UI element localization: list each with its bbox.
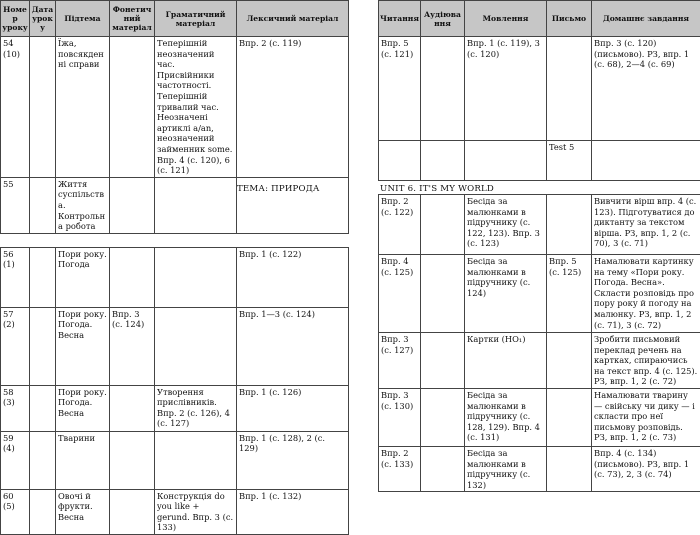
reading-cell	[379, 141, 421, 181]
table-row	[1, 37, 349, 178]
grammar-cell	[155, 307, 237, 385]
phonetic-cell	[110, 247, 155, 307]
grammar-cell	[155, 247, 237, 307]
reading-cell: Впр. 2 (с. 133)	[379, 446, 421, 491]
speaking-cell: Бесіда за малюнками в підручнику (с. 128, 129). Впр. 4 (с. 131)	[465, 388, 547, 446]
lesson-date-cell	[30, 37, 56, 178]
speaking-cell: Бесіда за малюнками в підручнику (с. 124)	[465, 255, 547, 333]
reading-cell: Впр. 5 (с. 121)	[379, 37, 421, 141]
table-row	[379, 37, 700, 141]
lesson-number-cell: 55	[1, 177, 30, 233]
lesson-number-cell: 56 (1)	[1, 247, 30, 307]
speaking-cell: Бесіда за малюнками в підручнику (с. 122, 123). Впр. 3 (с. 123)	[465, 195, 547, 255]
header-lesson-number: Номер уроку	[1, 1, 30, 37]
reading-cell: Впр. 3 (с. 130)	[379, 388, 421, 446]
homework-cell: Намалювати картинку на тему «Пори року. Погода. Весна». Скласти розповідь про пору року й погоду на малюнку. РЗ, впр. 1, 2 (с. 71), 3 (с. 72)	[592, 255, 700, 333]
listening-cell	[421, 255, 465, 333]
lesson-date-cell	[30, 307, 56, 385]
table-row	[1, 385, 349, 431]
theme-title-left: ТЕМА: ПРИРОДА	[237, 184, 320, 194]
table-row	[379, 333, 700, 389]
writing-cell	[547, 195, 592, 255]
lesson-plan-right-table	[378, 0, 700, 492]
theme-separator-row	[1, 233, 349, 247]
header-grammar: Граматичний матеріал	[155, 1, 237, 37]
theme-separator-cell	[1, 233, 349, 247]
writing-cell	[547, 388, 592, 446]
homework-cell: Зробити письмовий переклад речень на картках, спираючись на текст впр. 4 (с. 125). РЗ, впр. 1, 2 (с. 72)	[592, 333, 700, 389]
header-subtopic: Підтема	[56, 1, 110, 37]
speaking-cell: Бесіда за малюнками в підручнику (с. 132)	[465, 446, 547, 491]
homework-cell: Намалювати тварину — свійську чи дику — і скласти про неї письмову розповідь. РЗ, впр. 1, 2 (с. 73)	[592, 388, 700, 446]
speaking-cell: Впр. 1 (с. 119), 3 (с. 120)	[465, 37, 547, 141]
reading-cell: Впр. 2 (с. 122)	[379, 195, 421, 255]
lexical-cell: Впр. 1—3 (с. 124)	[237, 307, 349, 385]
lesson-date-cell	[30, 177, 56, 233]
lexical-cell: Впр. 1 (с. 132)	[237, 489, 349, 534]
listening-cell	[421, 333, 465, 389]
table-row	[1, 431, 349, 489]
writing-cell: Впр. 5 (с. 125)	[547, 255, 592, 333]
header-listening: Аудіювання	[421, 1, 465, 37]
table-row	[379, 388, 700, 446]
header-phonetic: Фонетичний матеріал	[110, 1, 155, 37]
table-row	[379, 255, 700, 333]
listening-cell	[421, 195, 465, 255]
homework-cell: Впр. 3 (с. 120) (письмово). РЗ, впр. 1 (с. 68), 2—4 (с. 69)	[592, 37, 700, 141]
lexical-cell: Впр. 1 (с. 126)	[237, 385, 349, 431]
phonetic-cell	[110, 431, 155, 489]
phonetic-cell	[110, 385, 155, 431]
lesson-number-cell: 57 (2)	[1, 307, 30, 385]
table-row	[1, 489, 349, 534]
subtopic-cell: Тварини	[56, 431, 110, 489]
listening-cell	[421, 388, 465, 446]
listening-cell	[421, 446, 465, 491]
table-row	[1, 247, 349, 307]
reading-cell: Впр. 4 (с. 125)	[379, 255, 421, 333]
lesson-date-cell	[30, 385, 56, 431]
grammar-cell: Конструкція do you like + gerund. Впр. 3 (с. 133)	[155, 489, 237, 534]
writing-cell	[547, 446, 592, 491]
grammar-cell: Утворення прислівників. Впр. 2 (с. 126), 4 (с. 127)	[155, 385, 237, 431]
header-reading: Читання	[379, 1, 421, 37]
listening-cell	[421, 37, 465, 141]
table-row	[379, 141, 700, 181]
table-row	[379, 446, 700, 491]
grammar-cell	[155, 431, 237, 489]
lesson-plan-left-table	[0, 0, 349, 535]
writing-cell	[547, 37, 592, 141]
lexical-cell: Впр. 1 (с. 128), 2 (с. 129)	[237, 431, 349, 489]
subtopic-cell: Пори року. Погода. Весна	[56, 307, 110, 385]
speaking-cell: Картки (НО₁)	[465, 333, 547, 389]
table-row	[1, 307, 349, 385]
lesson-date-cell	[30, 247, 56, 307]
lexical-cell: Впр. 2 (с. 119)	[237, 37, 349, 178]
theme-title-right: UNIT 6. IT'S MY WORLD	[380, 184, 494, 194]
lesson-date-cell	[30, 489, 56, 534]
phonetic-cell	[110, 37, 155, 178]
page-gutter	[349, 0, 377, 495]
grammar-cell: Теперішній неозначений час. Присвійники частотності. Теперішній тривалий час. Неозначені артиклі a/an, неозначений займенник some. Впр. 4 (с. 120), 6 (с. 121)	[155, 37, 237, 178]
subtopic-cell: Життя суспільства. Контрольна робота	[56, 177, 110, 233]
header-lesson-date: Дата уроку	[30, 1, 56, 37]
table-row	[379, 195, 700, 255]
subtopic-cell: Їжа, повсякденні справи	[56, 37, 110, 178]
homework-cell	[592, 141, 700, 181]
lesson-date-cell	[30, 431, 56, 489]
speaking-cell	[465, 141, 547, 181]
phonetic-cell: Впр. 3 (с. 124)	[110, 307, 155, 385]
header-lexical: Лексичний матеріал	[237, 1, 349, 37]
grammar-cell	[155, 177, 237, 233]
phonetic-cell	[110, 489, 155, 534]
writing-cell: Test 5	[547, 141, 592, 181]
header-writing: Письмо	[547, 1, 592, 37]
homework-cell: Вивчити вірш впр. 4 (с. 123). Підготуватися до диктанту за текстом вірша. РЗ, впр. 1, 2 (с. 70), 3 (с. 71)	[592, 195, 700, 255]
writing-cell	[547, 333, 592, 389]
subtopic-cell: Пори року. Погода. Весна	[56, 385, 110, 431]
subtopic-cell: Пори року. Погода	[56, 247, 110, 307]
lesson-number-cell: 58 (3)	[1, 385, 30, 431]
header-homework: Домашнє завдання	[592, 1, 700, 37]
lesson-number-cell: 54 (10)	[1, 37, 30, 178]
lesson-number-cell: 60 (5)	[1, 489, 30, 534]
listening-cell	[421, 141, 465, 181]
lesson-number-cell: 59 (4)	[1, 431, 30, 489]
reading-cell: Впр. 3 (с. 127)	[379, 333, 421, 389]
phonetic-cell	[110, 177, 155, 233]
homework-cell: Впр. 4 (с. 134) (письмово). РЗ, впр. 1 (с. 73), 2, 3 (с. 74)	[592, 446, 700, 491]
subtopic-cell: Овочі й фрукти. Весна	[56, 489, 110, 534]
lexical-cell: Впр. 1 (с. 122)	[237, 247, 349, 307]
header-speaking: Мовлення	[465, 1, 547, 37]
